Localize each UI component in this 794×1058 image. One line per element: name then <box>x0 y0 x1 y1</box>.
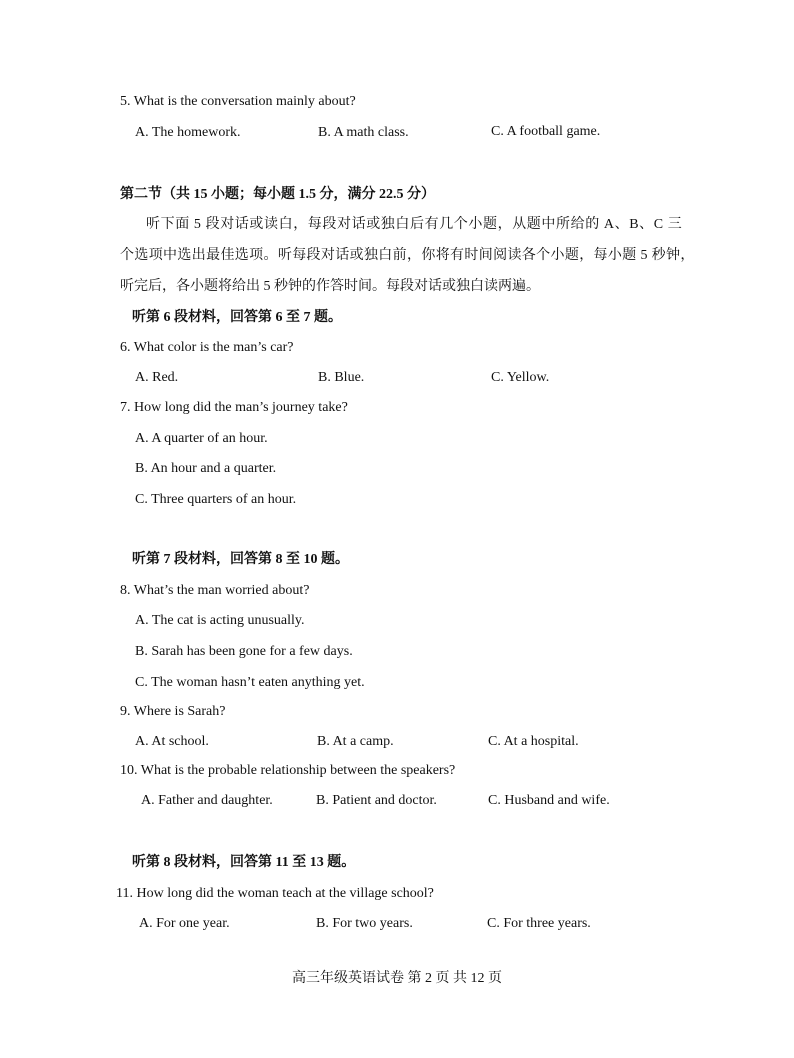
question-text: 9. Where is Sarah? <box>120 704 226 719</box>
option-c: C. At a hospital. <box>488 734 579 749</box>
option-a: A. The cat is acting unusually. <box>135 613 305 628</box>
option-b: B. Blue. <box>318 370 365 385</box>
question-text: 5. What is the conversation mainly about? <box>120 94 356 109</box>
option-c: C. For three years. <box>487 916 591 931</box>
instructions-line-2: 个选项中选出最佳选项。听每段对话或独白前，你将有时间阅读各个小题，每小题 5 秒钟， <box>120 248 695 263</box>
option-b: B. A math class. <box>318 125 409 140</box>
question-text: 7. How long did the man’s journey take? <box>120 400 348 415</box>
material-7-label: 听第 7 段材料，回答第 8 至 10 题。 <box>132 552 349 567</box>
section-heading: 第二节（共 15 小题；每小题 1.5 分，满分 22.5 分） <box>120 187 435 202</box>
question-text: 11. How long did the woman teach at the village school? <box>116 886 434 901</box>
material-8-label: 听第 8 段材料，回答第 11 至 13 题。 <box>132 855 356 870</box>
instructions-line-3: 听完后，各小题将给出 5 秒钟的作答时间。每段对话或独白读两遍。 <box>120 279 540 294</box>
material-6-label: 听第 6 段材料，回答第 6 至 7 题。 <box>132 310 342 325</box>
option-c: C. The woman hasn’t eaten anything yet. <box>135 675 365 690</box>
option-b: B. Patient and doctor. <box>316 793 437 808</box>
option-a: A. For one year. <box>139 916 230 931</box>
option-b: B. An hour and a quarter. <box>135 461 277 476</box>
question-text: 10. What is the probable relationship between the speakers? <box>120 763 456 778</box>
question-text: 6. What color is the man’s car? <box>120 340 294 355</box>
option-a: A. Red. <box>135 370 179 385</box>
option-a: A. A quarter of an hour. <box>135 431 268 446</box>
option-c: C. A football game. <box>491 124 601 139</box>
option-b: B. At a camp. <box>317 734 394 749</box>
question-text: 8. What’s the man worried about? <box>120 583 310 598</box>
option-c: C. Husband and wife. <box>488 793 610 808</box>
option-c: C. Three quarters of an hour. <box>135 492 297 507</box>
page-footer: 高三年级英语试卷 第 2 页 共 12 页 <box>292 971 502 986</box>
option-a: A. The homework. <box>135 125 241 140</box>
option-c: C. Yellow. <box>491 370 550 385</box>
option-a: A. Father and daughter. <box>141 793 273 808</box>
option-b: B. Sarah has been gone for a few days. <box>135 644 353 659</box>
option-a: A. At school. <box>135 734 209 749</box>
instructions-line-1: 听下面 5 段对话或读白，每段对话或独白后有几个小题，从题中所给的 A、B、C 三 <box>146 217 683 232</box>
option-b: B. For two years. <box>316 916 413 931</box>
